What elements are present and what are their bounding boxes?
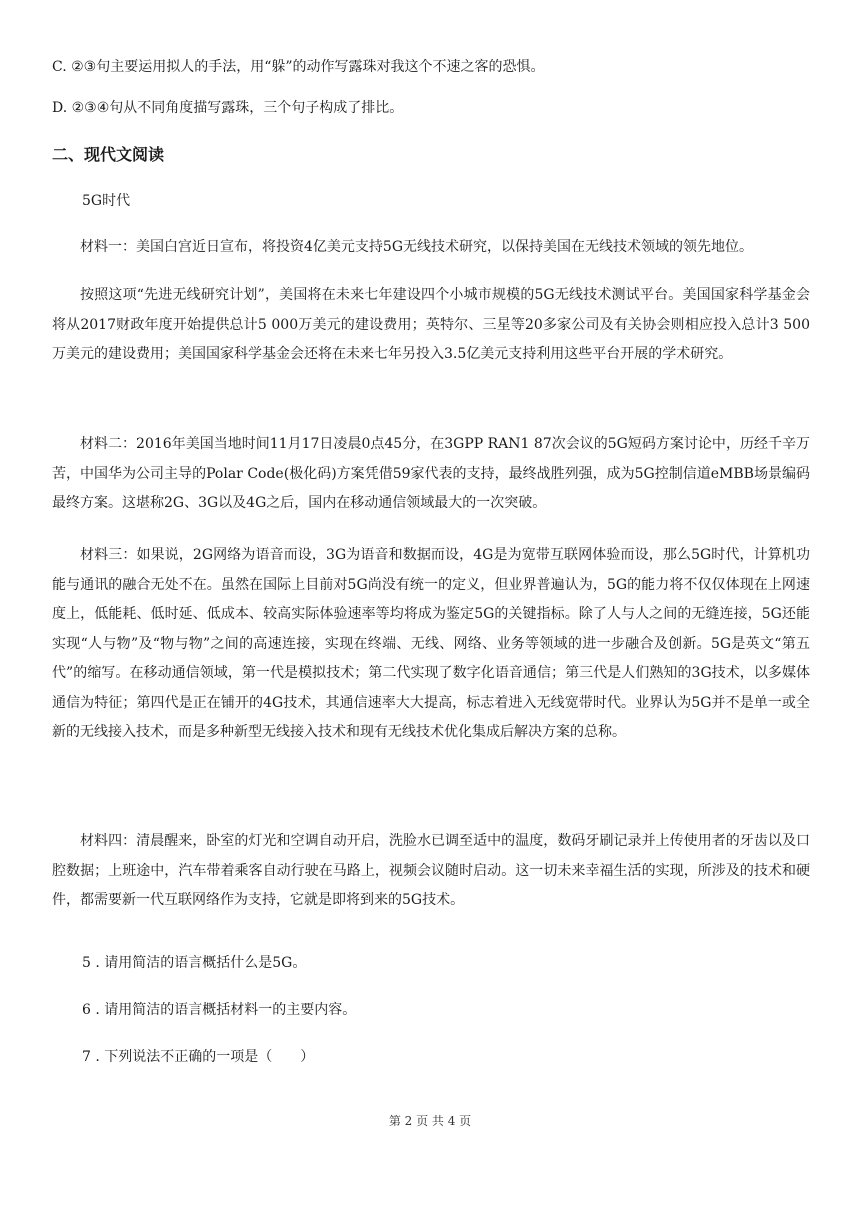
material-2-paragraph: 材料二：2016年美国当地时间11月17日凌晨0点45分，在3GPP RAN1 87次会议的5G短码方案讨论中，历经千辛万苦，中国华为公司主导的Polar Code(极化码)方案凭借59家代表的支持，最终战胜列强，成为5G控制信道eMBB场景编码最终方案。这堪称2G、3G以及4G之后，国内在移动通信领域最大的一次突破。 <box>52 436 810 511</box>
question-7: 7 . 下列说法不正确的一项是（ ） <box>82 1049 315 1065</box>
material-3-paragraph: 材料三：如果说，2G网络为语音而设，3G为语音和数据而设，4G是为宽带互联网体验而设，那么5G时代，计算机功能与通讯的融合无处不在。虽然在国际上目前对5G尚没有统一的定义，但业界普遍认为，5G的能力将不仅仅体现在上网速度上，低能耗、低时延、低成本、较高实际体验速率等均将成为鉴定5G的关键指标。除了人与人之间的无缝连接，5G还能实现“人与物”及“物与物”之间的高速连接，实现在终端、无线、网络、业务等领域的进一步融合及创新。5G是英文“第五代”的缩写。在移动通信领域，第一代是模拟技术；第二代实现了数字化语音通信；第三代是人们熟知的3G技术，以多媒体通信为特征；第四代是正在铺开的4G技术，其通信速率大大提高，标志着进入无线宽带时代。业界认为5G并不是单一或全新的无线接入技术，而是多种新型无线接入技术和现有无线技术优化集成后解决方案的总称。 <box>52 547 810 740</box>
material-4-paragraph: 材料四：清晨醒来，卧室的灯光和空调自动开启，洗脸水已调至适中的温度，数码牙刷记录并上传使用者的牙齿以及口腔数据；上班途中，汽车带着乘客自动行驶在马路上，视频会议随时启动。这一切未来幸福生活的实现，所涉及的技术和硬件，都需要新一代互联网络作为支持，它就是即将到来的5G技术。 <box>52 833 810 908</box>
article-title: 5G时代 <box>82 193 131 209</box>
question-5: 5 . 请用简洁的语言概括什么是5G。 <box>82 955 307 971</box>
question-6: 6 . 请用简洁的语言概括材料一的主要内容。 <box>82 1002 357 1018</box>
page-footer: 第 2 页 共 4 页 <box>388 1114 472 1128</box>
section-heading: 二、现代文阅读 <box>52 145 165 164</box>
material-1-paragraph: 材料一：美国白宫近日宣布，将投资4亿美元支持5G无线技术研究，以保持美国在无线技术领域的领先地位。 <box>80 239 753 255</box>
option-c: C. ②③句主要运用拟人的手法，用“躲”的动作写露珠对我这个不速之客的恐惧。 <box>52 59 545 75</box>
option-d: D. ②③④句从不同角度描写露珠，三个句子构成了排比。 <box>52 100 404 116</box>
material-1-detail-paragraph: 按照这项“先进无线研究计划”，美国将在未来七年建设四个小城市规模的5G无线技术测试平台。美国国家科学基金会将从2017财政年度开始提供总计5 000万美元的建设费用；英特尔、三星等20多家公司及有关协会则相应投入总计3 500万美元的建设费用；美国国家科学基金会还将在未来七年另投入3.5亿美元支持利用这些平台开展的学术研究。 <box>52 287 810 362</box>
